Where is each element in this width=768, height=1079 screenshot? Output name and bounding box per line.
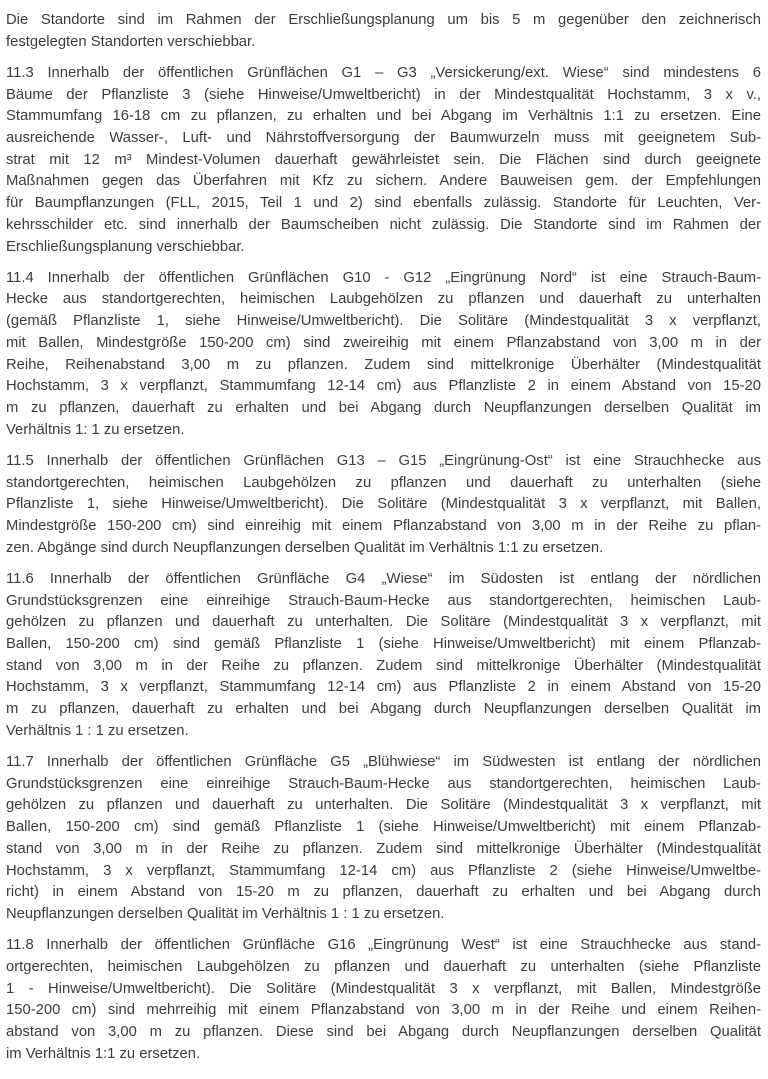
paragraph-intro bbox=[6, 10, 761, 53]
text-line: Maßnahmen gegen das Überfahren mit Kfz zu sichern. Andere Bauweisen gem. der Empfehlungen bbox=[6, 173, 761, 190]
text-line: 150-200 cm) sind mehrreihig mit einem Pflanzabstand von 3,00 m in der Reihe und einem Reihen- bbox=[6, 1002, 761, 1019]
text-line: Grundstücksgrenzen eine einreihige Strauch-Baum-Hecke aus standortgerechten, heimischen Laub- bbox=[6, 592, 761, 609]
text-line: Mindestgröße 150-200 cm) sind einreihig mit einem Pflanzabstand von 3,00 m in der Reihe zu pflan- bbox=[6, 517, 761, 534]
text-line: Die Standorte sind im Rahmen der Erschließungsplanung um bis 5 m gegenüber den zeichnerisch bbox=[6, 12, 761, 28]
text-line: Pflanzliste 1, siehe Hinweise/Umweltbericht). Die Solitäre (Mindestqualität 3 x verpflanzt, mit Ballen, bbox=[6, 496, 761, 513]
text-line: 11.5 Innerhalb der öffentlichen Grünflächen G13 – G15 „Eingrünung-Ost“ ist eine Strauchhecke aus bbox=[6, 452, 761, 469]
text-line: Bäume der Pflanzliste 3 (siehe Hinweise/Umweltbericht) in der Mindestqualität Hochstamm, 3 x v., bbox=[6, 86, 761, 103]
text-line: m zu pflanzen, dauerhaft zu erhalten und bei Abgang durch Neupflanzungen derselben Qualität im bbox=[6, 701, 761, 718]
text-line: 11.3 Innerhalb der öffentlichen Grünflächen G1 – G3 „Versickerung/ext. Wiese“ sind mindestens 6 bbox=[6, 64, 761, 81]
text-line: kehrsschilder etc. sind innerhalb der Baumscheiben nicht zulässig. Die Standorte sind im Rahmen der bbox=[6, 216, 761, 233]
text-line: mit Ballen, Mindestgröße 150-200 cm) sind zweireihig mit einem Pflanzabstand von 3,00 m in der bbox=[6, 334, 761, 351]
text-line: zen. Abgänge sind durch Neupflanzungen derselben Qualität im Verhältnis 1:1 zu ersetzen. bbox=[6, 539, 604, 556]
text-line: 11.8 Innerhalb der öffentlichen Grünfläche G16 „Eingrünung West“ ist eine Strauchhecke aus stand- bbox=[6, 937, 761, 954]
text-line: strat mit 12 m³ Mindest-Volumen dauerhaft gewährleistet sein. Die Flächen sind durch geeignete bbox=[6, 151, 761, 168]
text-line: richt) in einem Abstand von 15-20 m zu pflanzen, dauerhaft zu erhalten und bei Abgang durch bbox=[6, 884, 761, 901]
text-line: Hochstamm, 3 x verpflanzt, Stammumfang 12-14 cm) aus Pflanzliste 2 (siehe Hinweise/Umweltbe- bbox=[6, 862, 761, 879]
text-line: Verhältnis 1 : 1 zu ersetzen. bbox=[6, 722, 189, 739]
text-line: Ballen, 150-200 cm) sind gemäß Pflanzliste 1 (siehe Hinweise/Umweltbericht) mit einem Pflanzab- bbox=[6, 635, 761, 652]
text-line: Reihe, Reihenabstand 3,00 m zu pflanzen. Zudem sind mittelkronige Überhälter (Mindestqualität bbox=[6, 356, 761, 373]
text-line: für Baumpflanzungen (FLL, 2015, Teil 1 und 2) sind ebenfalls zulässig. Standorte für Leuchten, Ver- bbox=[6, 195, 761, 212]
text-line: Stammumfang 16-18 cm zu pflanzen, zu erhalten und bei Abgang im Verhältnis 1:1 zu ersetzen. Eine bbox=[6, 108, 761, 125]
text-line: Hochstamm, 3 x verpflanzt, Stammumfang 12-14 cm) aus Pflanzliste 2 in einem Abstand von 15-20 bbox=[6, 378, 761, 395]
text-line: 11.7 Innerhalb der öffentlichen Grünfläche G5 „Blühwiese“ im Südwesten ist entlang der nördlichen bbox=[6, 754, 761, 770]
text-line: stand von 3,00 m in der Reihe zu pflanzen. Zudem sind mittelkronige Überhälter (Mindestqualität bbox=[6, 840, 761, 857]
text-line: 11.6 Innerhalb der öffentlichen Grünfläche G4 „Wiese“ im Südosten ist entlang der nördlichen bbox=[6, 570, 761, 587]
text-line: festgelegten Standorten verschiebbar. bbox=[6, 33, 256, 50]
text-line: Hecke aus standortgerechten, heimischen Laubgehölzen zu pflanzen und dauerhaft zu unterhalten bbox=[6, 291, 761, 308]
text-line: 11.4 Innerhalb der öffentlichen Grünflächen G10 - G12 „Eingrünung Nord“ ist eine Strauch-Baum- bbox=[6, 269, 761, 286]
text-line: Erschließungsplanung verschiebbar. bbox=[6, 238, 245, 255]
text-line: 1 - Hinweise/Umweltbericht). Die Solitäre (Mindestqualität 3 x verpflanzt, mit Ballen, Mindestgröße bbox=[6, 980, 761, 997]
paragraph-11-8 bbox=[6, 935, 761, 1065]
text-line: gehölzen zu pflanzen und dauerhaft zu unterhalten. Die Solitäre (Mindestqualität 3 x verpflanzt, mit bbox=[6, 797, 761, 814]
text-line: im Verhältnis 1:1 zu ersetzen. bbox=[6, 1045, 201, 1062]
paragraph-11-3 bbox=[6, 63, 761, 258]
text-line: m zu pflanzen, dauerhaft zu erhalten und bei Abgang durch Neupflanzungen derselben Qualität im bbox=[6, 399, 761, 416]
text-line: Hochstamm, 3 x verpflanzt, Stammumfang 12-14 cm) aus Pflanzliste 2 in einem Abstand von 15-20 bbox=[6, 679, 761, 696]
paragraph-11-6 bbox=[6, 569, 761, 743]
text-line: standortgerechten, heimischen Laubgehölzen zu pflanzen und dauerhaft zu unterhalten (siehe bbox=[6, 474, 761, 491]
paragraph-11-5 bbox=[6, 451, 761, 560]
text-line: ausreichende Wasser-, Luft- und Nährstoffversorgung der Baumwurzeln muss mit geeignetem Sub- bbox=[6, 130, 761, 147]
text-line: stand von 3,00 m in der Reihe zu pflanzen. Zudem sind mittelkronige Überhälter (Mindestqualität bbox=[6, 657, 761, 674]
paragraph-11-4 bbox=[6, 268, 761, 442]
text-line: (gemäß Pflanzliste 1, siehe Hinweise/Umweltbericht). Die Solitäre (Mindestqualität 3 x verpflanzt, bbox=[6, 313, 761, 330]
text-line: abstand von 3,00 m zu pflanzen. Diese sind bei Abgang durch Neupflanzungen derselben Qualität bbox=[6, 1023, 761, 1040]
text-line: Neupflanzungen derselben Qualität im Verhältnis 1 : 1 zu ersetzen. bbox=[6, 905, 445, 922]
text-line: ortgerechten, heimischen Laubgehölzen zu pflanzen und dauerhaft zu unterhalten (siehe Pflanzliste bbox=[6, 958, 761, 975]
paragraph-11-7 bbox=[6, 752, 761, 926]
text-line: gehölzen zu pflanzen und dauerhaft zu unterhalten. Die Solitäre (Mindestqualität 3 x verpflanzt, mit bbox=[6, 614, 761, 631]
text-line: Grundstücksgrenzen eine einreihige Strauch-Baum-Hecke aus standortgerechten, heimischen Laub- bbox=[6, 775, 761, 792]
text-line: Verhältnis 1: 1 zu ersetzen. bbox=[6, 421, 185, 438]
text-line: Ballen, 150-200 cm) sind gemäß Pflanzliste 1 (siehe Hinweise/Umweltbericht) mit einem Pflanzab- bbox=[6, 819, 761, 836]
